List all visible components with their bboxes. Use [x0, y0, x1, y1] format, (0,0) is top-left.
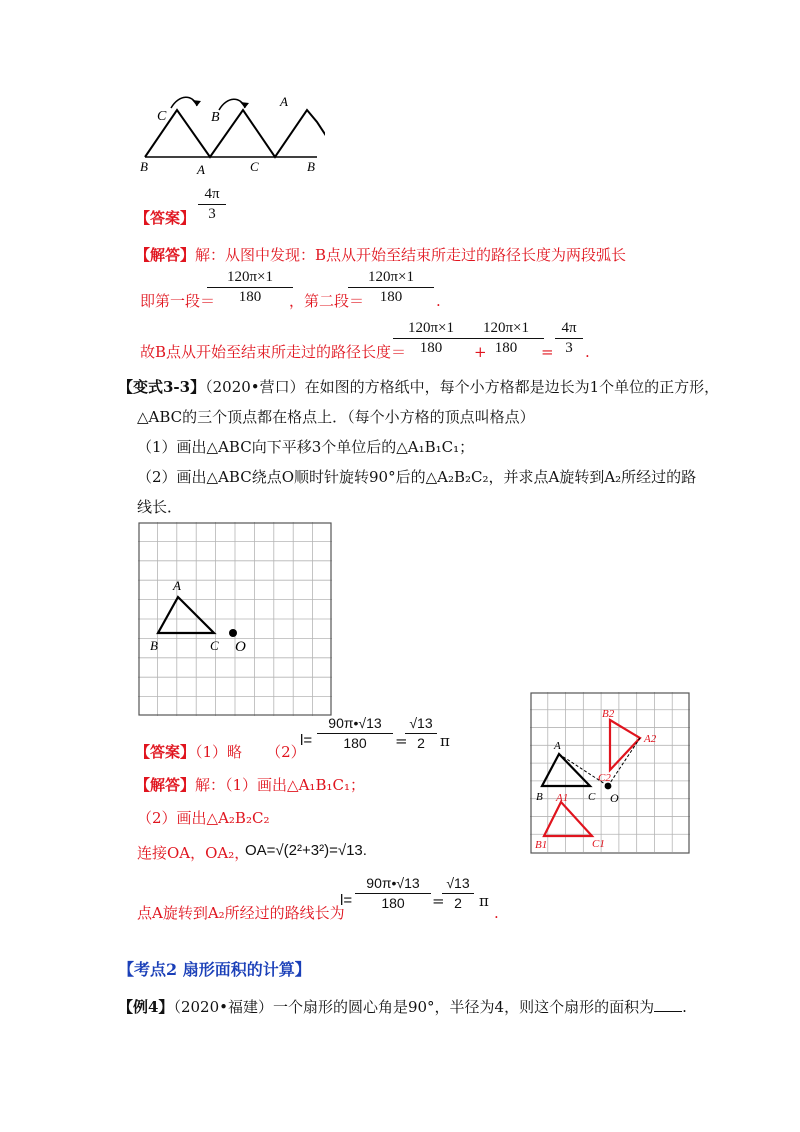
- label-c2: C2: [598, 772, 611, 784]
- label-a1: A1: [556, 792, 569, 804]
- point-o: [229, 629, 237, 637]
- solution2-line2: （2）画出△A₂B₂C₂: [137, 809, 270, 827]
- solution2-pi: π: [479, 892, 489, 910]
- seg1-fraction: [207, 269, 293, 306]
- label-o: O: [610, 791, 619, 805]
- grid-figure-1: [138, 522, 332, 716]
- answer2-fraction-2: [405, 715, 437, 752]
- answer-tag-1: 【答案】: [135, 209, 196, 227]
- variant-q2-line2: 线长．: [137, 498, 183, 516]
- variant-line1: [118, 377, 719, 397]
- label-b-top: B: [211, 110, 220, 125]
- solution-tag-1: 【解答】: [135, 246, 196, 264]
- solution2-den: 180: [381, 895, 405, 911]
- answer2-fraction-1: [317, 715, 393, 752]
- total-fraction-3: [555, 320, 583, 357]
- total-fraction-1: [393, 320, 469, 357]
- seg2-fraction: [348, 269, 434, 306]
- fraction-bar: [468, 338, 544, 339]
- label-a: A: [173, 578, 181, 593]
- total-f2-num: 120π×1: [482, 320, 530, 336]
- seg1-num: 120π×1: [226, 269, 274, 285]
- total-suffix: .: [585, 343, 590, 361]
- label-o: O: [235, 639, 246, 655]
- label-b-right: B: [307, 159, 315, 174]
- seg1-prefix: 即第一段＝: [140, 292, 216, 310]
- variant-line2: △ABC的三个顶点都在格点上．（每个小方格的顶点叫格点）: [137, 408, 535, 426]
- total-prefix: 故B点从开始至结束所走过的路径长度＝: [140, 343, 407, 361]
- label-c: C: [210, 638, 219, 653]
- fraction-bar: [355, 893, 431, 894]
- example4-line: [118, 997, 687, 1017]
- example-tag: 【例4】: [118, 998, 174, 1016]
- total-f1-den: 180: [419, 340, 443, 356]
- solution2-num: 90π•√13: [366, 875, 420, 891]
- label-b1: B1: [535, 839, 548, 851]
- label-a-top: A: [280, 94, 288, 109]
- grid-lines: [138, 522, 332, 716]
- label-c-top: C: [157, 109, 167, 124]
- solution2-text1: 解：（1）画出△A₁B₁C₁；: [195, 776, 365, 794]
- rolling-triangles-figure: [135, 92, 325, 177]
- solution2-fraction-2: [442, 875, 474, 912]
- solution1-line: [135, 245, 626, 265]
- fraction-bar: [405, 733, 437, 734]
- fraction-bar: [555, 338, 583, 339]
- answer1-fraction: [198, 186, 226, 223]
- seg2-num: 120π×1: [367, 269, 415, 285]
- solution2-l-eq: l=: [340, 892, 353, 909]
- label-a-bottom: A: [197, 162, 205, 177]
- section-heading: 【考点2 扇形面积的计算】: [118, 960, 311, 979]
- seg2-prefix: ，第二段＝: [289, 292, 365, 310]
- label-a: A: [554, 740, 561, 752]
- seg1-den: 180: [238, 289, 262, 305]
- total-f2-den: 180: [494, 340, 518, 356]
- seg2-suffix: .: [436, 292, 441, 310]
- grid-figure-2: [530, 692, 690, 854]
- seg2-den: 180: [379, 289, 403, 305]
- answer2-eq2: =: [395, 732, 408, 750]
- answer2-part2: （2）: [266, 743, 306, 761]
- answer2-num2: √13: [409, 715, 433, 731]
- total-f1-num: 120π×1: [407, 320, 455, 336]
- fraction-bar: [393, 338, 469, 339]
- label-c1: C1: [592, 838, 605, 850]
- label-b: B: [150, 638, 158, 653]
- solution2-line1: [135, 775, 365, 795]
- rotation-arrow-2: [219, 99, 245, 110]
- variant-q1: （1）画出△ABC向下平移3个单位后的△A₁B₁C₁；: [137, 438, 475, 456]
- label-a2: A2: [644, 733, 657, 745]
- answer2-num: 90π•√13: [328, 715, 382, 731]
- variant-tag: 【变式3-3】: [118, 378, 206, 396]
- answer2-den2: 2: [417, 735, 425, 751]
- solution2-den2: 2: [454, 895, 462, 911]
- example-end: .: [682, 998, 687, 1016]
- total-fraction-2: [468, 320, 544, 357]
- label-b-left: B: [140, 159, 148, 174]
- solution2-fraction-1: [355, 875, 431, 912]
- answer2-part1: （1）略: [195, 743, 243, 761]
- solution2-connect: 连接OA，OA₂，: [137, 844, 250, 862]
- fraction-bar: [317, 733, 393, 734]
- answer2-line: [135, 742, 306, 762]
- fraction-bar: [207, 287, 293, 288]
- answer2-den: 180: [343, 735, 367, 751]
- arrow-head-1: [192, 100, 201, 106]
- plus-sign: +: [474, 343, 487, 361]
- solution2-num2: √13: [446, 875, 470, 891]
- fraction-bar: [442, 893, 474, 894]
- label-b: B: [536, 791, 543, 803]
- answer-tag-2: 【答案】: [135, 743, 196, 761]
- label-c-bottom: C: [250, 159, 259, 174]
- answer-blank[interactable]: [654, 997, 682, 1012]
- triangle-abc: [158, 597, 214, 633]
- triangle-a1b1c1: [544, 802, 592, 836]
- oa-formula: OA=√(2²+3²)=√13.: [245, 842, 367, 859]
- fraction-bar: [198, 204, 226, 205]
- variant-text1: （2020•营口）在如图的方格纸中，每个小方格都是边长为1个单位的正方形，: [205, 378, 720, 396]
- solution2-suffix: .: [494, 904, 499, 922]
- answer1-den: 3: [208, 206, 216, 222]
- example-text: （2020•福建）一个扇形的圆心角是90°，半径为4，则这个扇形的面积为: [173, 998, 655, 1016]
- solution1-text: 解：从图中发现：B点从开始至结束所走过的路径长度为两段弧长: [195, 246, 627, 264]
- solution-tag-2: 【解答】: [135, 776, 196, 794]
- label-b2: B2: [602, 708, 615, 720]
- fraction-bar: [348, 287, 434, 288]
- solution2-eq2: =: [432, 892, 445, 910]
- label-c: C: [588, 791, 596, 803]
- arrow-head-2: [240, 102, 249, 108]
- arc-length-prefix: 点A旋转到A₂所经过的路线长为: [137, 904, 345, 922]
- total-f3-den: 3: [565, 340, 573, 356]
- variant-q2-line1: （2）画出△ABC绕点O顺时针旋转90°后的△A₂B₂C₂，并求点A旋转到A₂所经过的路: [137, 468, 697, 486]
- answer2-l-eq: l=: [300, 732, 313, 749]
- total-f3-num: 4π: [561, 320, 577, 336]
- answer1-num: 4π: [204, 186, 220, 202]
- rotation-arrow-1: [171, 97, 197, 108]
- equals-sign: =: [541, 343, 554, 361]
- answer2-pi: π: [440, 732, 450, 750]
- triangle-chain: [145, 110, 325, 157]
